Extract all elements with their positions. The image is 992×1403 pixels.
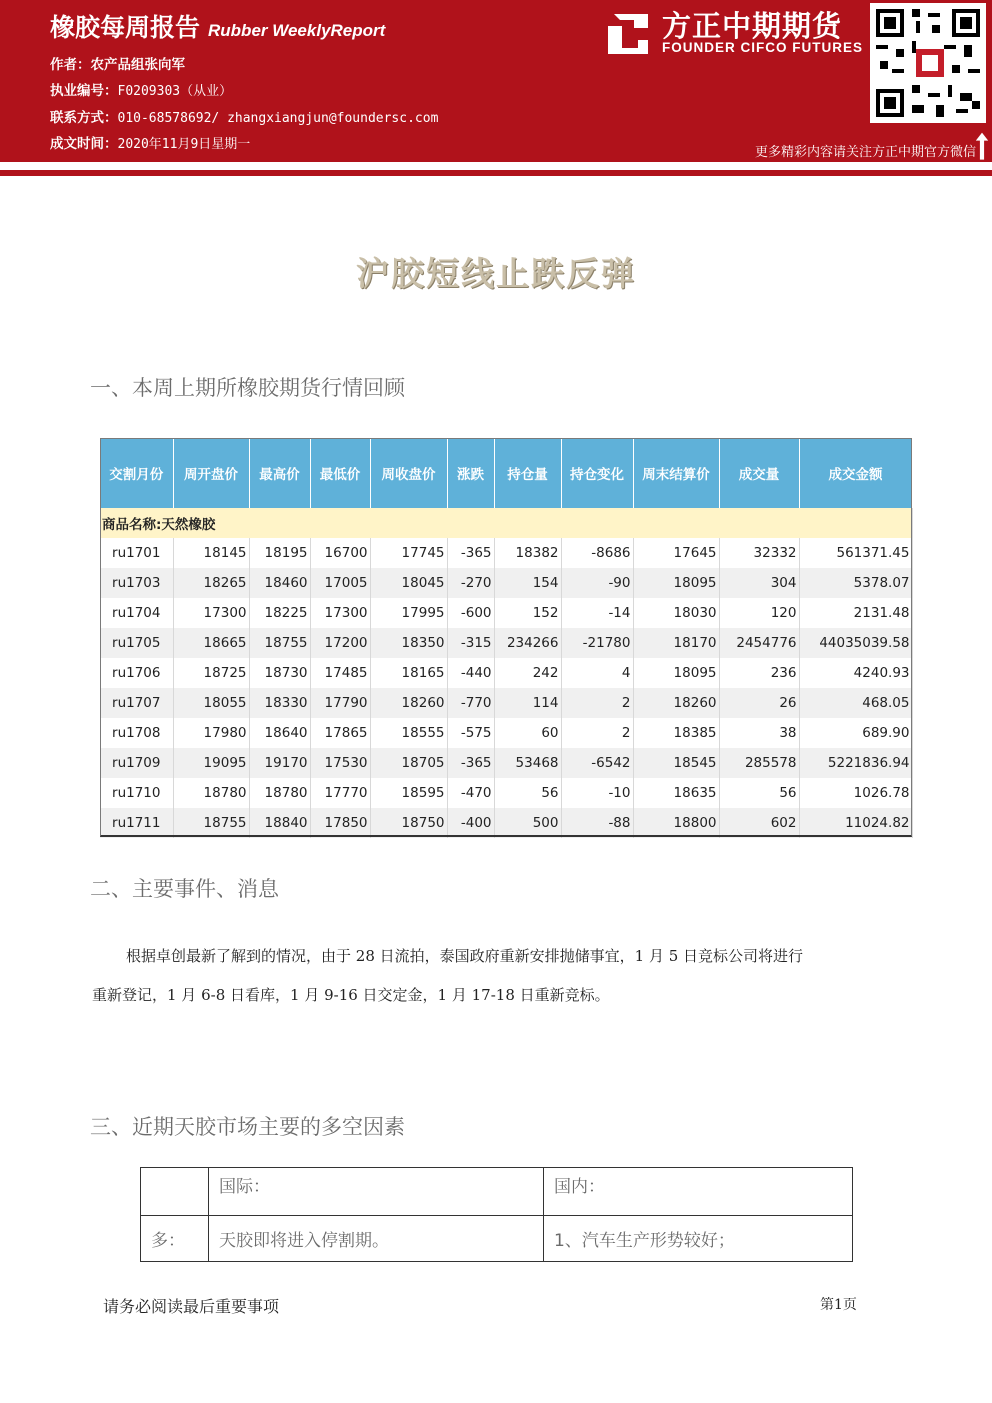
table-cell: 18165 xyxy=(370,658,447,688)
wechat-qr-code xyxy=(870,3,986,123)
footer-notice: 请务必阅读最后重要事项 xyxy=(103,1297,280,1316)
table-cell: 17645 xyxy=(633,538,719,568)
section-heading-market-review: 一、本周上期所橡胶期货行情回顾 xyxy=(90,376,405,400)
table-cell: 5378.07 xyxy=(799,568,912,598)
table-cell: 18780 xyxy=(249,778,310,808)
news-paragraph xyxy=(92,937,912,1015)
table-row xyxy=(100,538,912,568)
table-cell: 17980 xyxy=(173,718,249,748)
table-cell: 17995 xyxy=(370,598,447,628)
table-cell: 18382 xyxy=(494,538,561,568)
license-line: 执业编号：F0209303（从业） xyxy=(50,83,233,99)
table-cell: 18330 xyxy=(249,688,310,718)
market-table-header-row xyxy=(100,438,912,508)
table-cell: -365 xyxy=(447,748,494,778)
table-cell: -14 xyxy=(561,598,633,628)
column-header: 最高价 xyxy=(249,438,310,508)
column-header: 周收盘价 xyxy=(370,438,447,508)
table-row xyxy=(100,718,912,748)
report-title xyxy=(50,8,385,44)
table-cell: 285578 xyxy=(719,748,799,778)
table-cell: -600 xyxy=(447,598,494,628)
table-cell: 5221836.94 xyxy=(799,748,912,778)
table-cell: 18640 xyxy=(249,718,310,748)
bullish-domestic: 1、汽车生产形势较好； xyxy=(544,1216,853,1262)
table-row xyxy=(100,628,912,658)
page-number: 第1页 xyxy=(820,1297,857,1313)
table-cell: 18665 xyxy=(173,628,249,658)
table-cell: 18800 xyxy=(633,808,719,838)
table-cell: 38 xyxy=(719,718,799,748)
table-cell: -90 xyxy=(561,568,633,598)
table-cell: 18460 xyxy=(249,568,310,598)
table-cell: -21780 xyxy=(561,628,633,658)
table-cell: 18705 xyxy=(370,748,447,778)
bullish-international: 天胶即将进入停割期。 xyxy=(209,1216,544,1262)
contract-code-cell: ru1710 xyxy=(100,778,173,808)
column-header: 持仓量 xyxy=(494,438,561,508)
table-cell: 500 xyxy=(494,808,561,838)
table-cell: -88 xyxy=(561,808,633,838)
column-header: 最低价 xyxy=(310,438,370,508)
header-divider xyxy=(0,170,992,176)
contract-code-cell: ru1709 xyxy=(100,748,173,778)
table-cell: 17745 xyxy=(370,538,447,568)
international-header: 国际： xyxy=(209,1168,544,1216)
table-cell: 561371.45 xyxy=(799,538,912,568)
table-cell: 1026.78 xyxy=(799,778,912,808)
table-cell: -6542 xyxy=(561,748,633,778)
table-cell: 154 xyxy=(494,568,561,598)
table-row xyxy=(100,778,912,808)
table-cell: 17850 xyxy=(310,808,370,838)
commodity-group-row xyxy=(100,508,912,538)
table-cell: -440 xyxy=(447,658,494,688)
table-cell: 17300 xyxy=(310,598,370,628)
table-cell: -770 xyxy=(447,688,494,718)
table-row xyxy=(100,658,912,688)
table-cell: 26 xyxy=(719,688,799,718)
table-cell: 18195 xyxy=(249,538,310,568)
table-cell: -270 xyxy=(447,568,494,598)
table-cell: 18030 xyxy=(633,598,719,628)
date-line: 成文时间：2020年11月9日星期一 xyxy=(50,136,251,152)
column-header: 涨跌 xyxy=(447,438,494,508)
contract-code-cell: ru1706 xyxy=(100,658,173,688)
author-line: 作者：农产品组张向军 xyxy=(50,57,185,73)
domestic-header: 国内： xyxy=(544,1168,853,1216)
table-cell: 236 xyxy=(719,658,799,688)
column-header: 成交量 xyxy=(719,438,799,508)
table-cell: 18055 xyxy=(173,688,249,718)
market-table xyxy=(100,438,913,838)
contract-code-cell: ru1703 xyxy=(100,568,173,598)
table-row xyxy=(100,808,912,838)
factor-table xyxy=(140,1167,853,1262)
contract-code-cell: ru1705 xyxy=(100,628,173,658)
table-cell: 17005 xyxy=(310,568,370,598)
commodity-group-label: 商品名称:天然橡胶 xyxy=(100,508,912,538)
table-cell: 18095 xyxy=(633,568,719,598)
table-cell: 18755 xyxy=(249,628,310,658)
table-cell: 17530 xyxy=(310,748,370,778)
table-cell: 17300 xyxy=(173,598,249,628)
table-cell: 120 xyxy=(719,598,799,628)
contract-code-cell: ru1704 xyxy=(100,598,173,628)
table-cell: 17770 xyxy=(310,778,370,808)
table-cell: 18265 xyxy=(173,568,249,598)
table-cell: 18725 xyxy=(173,658,249,688)
factor-header-row xyxy=(141,1168,853,1216)
table-cell: -10 xyxy=(561,778,633,808)
table-cell: 17485 xyxy=(310,658,370,688)
table-cell: 11024.82 xyxy=(799,808,912,838)
table-cell: 56 xyxy=(494,778,561,808)
table-row xyxy=(100,748,912,778)
table-cell: 19095 xyxy=(173,748,249,778)
table-cell: 114 xyxy=(494,688,561,718)
table-cell: 17200 xyxy=(310,628,370,658)
table-cell: 17865 xyxy=(310,718,370,748)
contact-line: 联系方式：010-68578692/ zhangxiangjun@foundersc.com xyxy=(50,110,439,126)
table-cell: 18260 xyxy=(633,688,719,718)
column-header: 交割月份 xyxy=(100,438,173,508)
report-header xyxy=(0,0,992,162)
table-cell: -400 xyxy=(447,808,494,838)
table-cell: 18095 xyxy=(633,658,719,688)
table-cell: 4 xyxy=(561,658,633,688)
table-cell: 2 xyxy=(561,688,633,718)
table-cell: 689.90 xyxy=(799,718,912,748)
report-title-cn: 橡胶每周报告 xyxy=(50,13,201,42)
table-cell: 18555 xyxy=(370,718,447,748)
bullish-row xyxy=(141,1216,853,1262)
table-cell: 4240.93 xyxy=(799,658,912,688)
contract-code-cell: ru1711 xyxy=(100,808,173,838)
table-cell: 18780 xyxy=(173,778,249,808)
founder-logo-icon xyxy=(604,10,652,58)
table-row xyxy=(100,598,912,628)
section-heading-factors: 三、近期天胶市场主要的多空因素 xyxy=(90,1115,405,1139)
logo-text-en: FOUNDER CIFCO FUTURES xyxy=(662,40,863,55)
table-cell: 18225 xyxy=(249,598,310,628)
table-cell: 18260 xyxy=(370,688,447,718)
table-cell: 152 xyxy=(494,598,561,628)
table-cell: 18750 xyxy=(370,808,447,838)
table-cell: -365 xyxy=(447,538,494,568)
table-cell: 602 xyxy=(719,808,799,838)
table-cell: 19170 xyxy=(249,748,310,778)
arrow-up-icon xyxy=(975,132,989,160)
report-title-en: Rubber WeeklyReport xyxy=(208,21,386,40)
table-cell: 18840 xyxy=(249,808,310,838)
column-header: 持仓变化 xyxy=(561,438,633,508)
table-cell: 56 xyxy=(719,778,799,808)
column-header: 成交金额 xyxy=(799,438,912,508)
table-cell: 44035039.58 xyxy=(799,628,912,658)
table-row xyxy=(100,568,912,598)
table-cell: 60 xyxy=(494,718,561,748)
table-cell: 18755 xyxy=(173,808,249,838)
contract-code-cell: ru1701 xyxy=(100,538,173,568)
qr-code-icon xyxy=(876,9,980,117)
table-cell: 242 xyxy=(494,658,561,688)
table-cell: 17790 xyxy=(310,688,370,718)
table-cell: 2 xyxy=(561,718,633,748)
table-cell: 304 xyxy=(719,568,799,598)
table-cell: 16700 xyxy=(310,538,370,568)
follow-wechat-text: 更多精彩内容请关注方正中期官方微信 xyxy=(754,145,976,160)
table-cell: 234266 xyxy=(494,628,561,658)
table-cell: 18145 xyxy=(173,538,249,568)
table-cell: 468.05 xyxy=(799,688,912,718)
bullish-label: 多： xyxy=(141,1216,209,1262)
table-cell: 18350 xyxy=(370,628,447,658)
column-header: 周开盘价 xyxy=(173,438,249,508)
table-cell: 18595 xyxy=(370,778,447,808)
table-cell: 18385 xyxy=(633,718,719,748)
table-cell: -8686 xyxy=(561,538,633,568)
logo-text-cn: 方正中期期货 xyxy=(662,9,843,43)
table-cell: 2454776 xyxy=(719,628,799,658)
table-cell: -315 xyxy=(447,628,494,658)
table-cell: -575 xyxy=(447,718,494,748)
contract-code-cell: ru1707 xyxy=(100,688,173,718)
table-cell: -470 xyxy=(447,778,494,808)
table-cell: 53468 xyxy=(494,748,561,778)
table-cell: 18635 xyxy=(633,778,719,808)
contract-code-cell: ru1708 xyxy=(100,718,173,748)
table-row xyxy=(100,688,912,718)
section-heading-news: 二、主要事件、消息 xyxy=(90,877,279,901)
document-title: 沪胶短线止跌反弹 xyxy=(356,254,636,293)
news-line-1: 根据卓创最新了解到的情况，由于 28 日流拍，泰国政府重新安排抛储事宜，1 月 5 日竞标公司将进行 xyxy=(126,947,804,965)
table-cell: 2131.48 xyxy=(799,598,912,628)
news-line-2: 重新登记，1 月 6-8 日看库，1 月 9-16 日交定金，1 月 17-18 日重新竞标。 xyxy=(92,986,610,1004)
table-cell: 18045 xyxy=(370,568,447,598)
column-header: 周末结算价 xyxy=(633,438,719,508)
table-cell: 32332 xyxy=(719,538,799,568)
table-cell: 18545 xyxy=(633,748,719,778)
table-cell: 18170 xyxy=(633,628,719,658)
table-cell: 18730 xyxy=(249,658,310,688)
